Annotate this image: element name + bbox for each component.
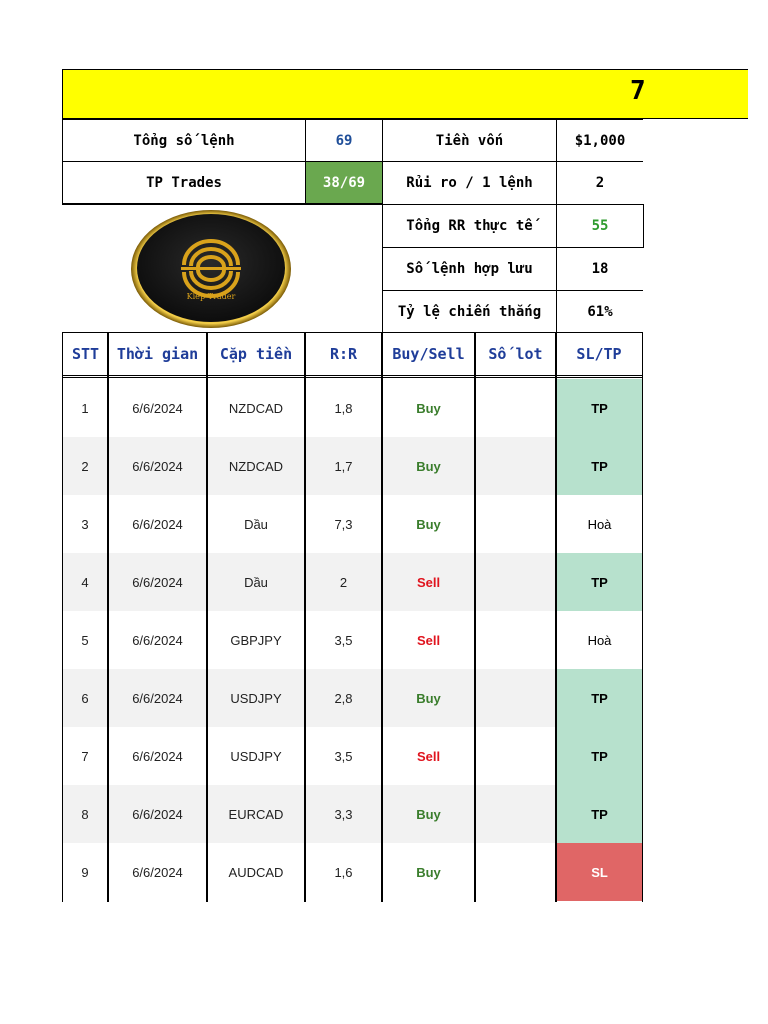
tp-trades-value: 38/69 (305, 161, 383, 205)
header-date[interactable]: Thời gian (107, 332, 208, 378)
row-stt[interactable]: 6 (81, 690, 89, 706)
row-rr[interactable]: 1,7 (334, 458, 353, 474)
risk-per-trade-value: 2 (556, 161, 643, 205)
row-rr[interactable]: 2,8 (334, 690, 353, 706)
row-side[interactable]: Buy (416, 458, 441, 474)
row-rr[interactable]: 1,8 (334, 400, 353, 416)
row-pair[interactable]: NZDCAD (228, 458, 284, 474)
row-rr[interactable]: 1,6 (334, 864, 353, 880)
row-rr[interactable]: 3,3 (334, 806, 353, 822)
header-result[interactable]: SL/TP (555, 332, 643, 378)
row-date[interactable]: 6/6/2024 (132, 864, 183, 880)
col-lot (474, 332, 557, 902)
row-date[interactable]: 6/6/2024 (132, 632, 183, 648)
row-result[interactable]: TP (556, 669, 643, 727)
title-banner (62, 69, 748, 119)
risk-per-trade-label: Rủi ro / 1 lệnh (382, 161, 557, 205)
row-result[interactable]: TP (556, 437, 643, 495)
total-rr-value: 55 (556, 204, 644, 248)
row-result[interactable]: TP (556, 785, 643, 843)
row-rr[interactable]: 2 (339, 574, 348, 590)
col-side (381, 332, 476, 902)
col-pair (206, 332, 306, 902)
row-result[interactable]: TP (556, 379, 643, 437)
logo-text: Kiếp Trader (186, 292, 236, 301)
col-stt (62, 332, 109, 902)
row-side[interactable]: Buy (416, 690, 441, 706)
row-stt[interactable]: 8 (81, 806, 89, 822)
row-pair[interactable]: AUDCAD (228, 864, 284, 880)
row-side[interactable]: Buy (416, 806, 441, 822)
row-side[interactable]: Sell (416, 632, 441, 648)
confluence-trades-value: 18 (556, 247, 643, 291)
confluence-trades-label: Số lệnh hợp lưu (382, 247, 557, 291)
capital-value: $1,000 (556, 119, 643, 162)
total-trades-value: 69 (305, 119, 383, 162)
header-lot[interactable]: Số lot (474, 332, 557, 378)
row-stt[interactable]: 7 (81, 748, 89, 764)
row-result[interactable]: Hoà (587, 516, 612, 532)
row-pair[interactable]: Dầu (244, 516, 268, 532)
row-side[interactable]: Buy (416, 516, 441, 532)
row-stt[interactable]: 3 (81, 516, 89, 532)
row-result[interactable]: TP (556, 727, 643, 785)
kiep-trader-logo (130, 209, 292, 329)
row-stt[interactable]: 2 (81, 458, 89, 474)
row-side[interactable]: Sell (416, 748, 441, 764)
win-rate-label: Tỷ lệ chiến thắng (382, 290, 557, 333)
row-rr[interactable]: 3,5 (334, 632, 353, 648)
header-side[interactable]: Buy/Sell (381, 332, 476, 378)
header-pair[interactable]: Cặp tiền (206, 332, 306, 378)
total-rr-label: Tổng RR thực tế (382, 204, 557, 248)
row-stt[interactable]: 1 (81, 400, 89, 416)
total-trades-label: Tổng số lệnh (62, 119, 306, 162)
capital-label: Tiền vốn (382, 119, 557, 162)
tp-trades-label: TP Trades (62, 161, 306, 205)
row-date[interactable]: 6/6/2024 (132, 400, 183, 416)
header-rr[interactable]: R:R (304, 332, 383, 378)
row-result[interactable]: TP (556, 553, 643, 611)
row-date[interactable]: 6/6/2024 (132, 458, 183, 474)
col-result (555, 332, 643, 902)
row-pair[interactable]: EURCAD (228, 806, 284, 822)
row-date[interactable]: 6/6/2024 (132, 574, 183, 590)
row-rr[interactable]: 3,5 (334, 748, 353, 764)
col-rr (304, 332, 383, 902)
row-stt[interactable]: 9 (81, 864, 89, 880)
col-date (107, 332, 208, 902)
row-date[interactable]: 6/6/2024 (132, 748, 183, 764)
row-stt[interactable]: 5 (81, 632, 89, 648)
row-pair[interactable]: NZDCAD (228, 400, 284, 416)
row-pair[interactable]: USDJPY (230, 748, 282, 764)
header-stt[interactable]: STT (62, 332, 109, 378)
row-side[interactable]: Sell (416, 574, 441, 590)
row-result[interactable]: Hoà (587, 632, 612, 648)
row-side[interactable]: Buy (416, 864, 441, 880)
row-pair[interactable]: USDJPY (230, 690, 282, 706)
row-date[interactable]: 6/6/2024 (132, 806, 183, 822)
banner-title: 7 (630, 76, 646, 106)
row-date[interactable]: 6/6/2024 (132, 690, 183, 706)
row-date[interactable]: 6/6/2024 (132, 516, 183, 532)
row-stt[interactable]: 4 (81, 574, 89, 590)
row-side[interactable]: Buy (416, 400, 441, 416)
row-pair[interactable]: GBPJPY (230, 632, 282, 648)
row-rr[interactable]: 7,3 (334, 516, 353, 532)
row-pair[interactable]: Dầu (244, 574, 268, 590)
row-result[interactable]: SL (556, 843, 643, 901)
win-rate-value: 61% (556, 290, 643, 333)
